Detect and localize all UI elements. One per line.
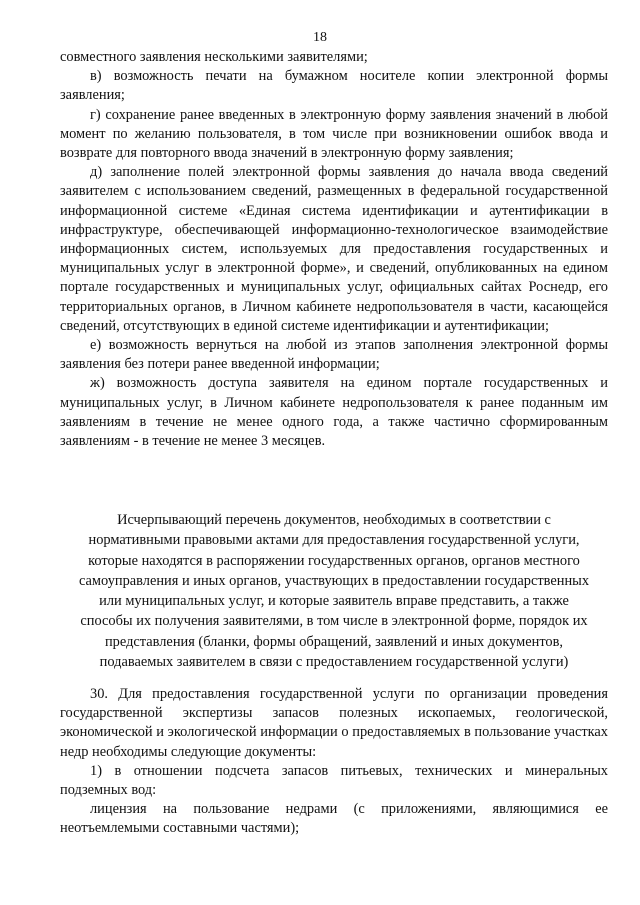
paragraph-license: лицензия на пользование недрами (с приложениями, являющимися ее неотъемлемыми составными частями);: [60, 801, 608, 837]
paragraph-30: 30. Для предоставления государственной услуги по организации проведения государственной экспертизы запасов полезных ископаемых, геологической, экономической и экологической информации о предоставляемых в пользование участках недр необходимы следующие документы:: [60, 686, 608, 760]
heading-line: самоуправления и иных органов, участвующих в предоставлении государственных: [78, 572, 590, 589]
heading-line: или муниципальных услуг, и которые заявитель вправе представить, а также: [99, 593, 569, 610]
paragraph-item-g: г) сохранение ранее введенных в электронную форму заявления значений в любой момент по желанию пользователя, в том числе при возникновении ошибок ввода и возврате для повторного ввода значений в электронную форму заявления;: [60, 106, 608, 162]
paragraph-item-d: д) заполнение полей электронной формы заявления до начала ввода сведений заявителем с использованием сведений, размещенных в федеральной государственной информационной системе «Единая система идентификации и аутентификации в инфраструктуре, обеспечивающей информационно-технологическое взаимодействие информационных систем, используемых для предоставления государственных и муниципальных услуг в электронной форме», и сведений, опубликованных на едином портале государственных и муниципальных услуг, официальных сайтах Роснедр, его территориальных органов, в Личном кабинете недропользователя в части, касающейся сведений, отсутствующих в единой системе идентификации и аутентификации;: [60, 164, 608, 334]
heading-line: Исчерпывающий перечень документов, необходимых в соответствии с: [117, 512, 551, 528]
top-text-block: [60, 48, 608, 451]
heading-line: представления (бланки, формы обращений, заявлений и иных документов,: [104, 633, 564, 650]
section-heading: [60, 510, 608, 672]
paragraph-continuation: совместного заявления несколькими заявителями;: [60, 49, 368, 65]
paragraph-item-1: 1) в отношении подсчета запасов питьевых, технических и минеральных подземных вод:: [60, 762, 608, 799]
paragraph-item-v: в) возможность печати на бумажном носителе копии электронной формы заявления;: [60, 68, 608, 104]
paragraph-item-zh: ж) возможность доступа заявителя на едином портале государственных и муниципальных услуг, в Личном кабинете недропользователя к ранее поданным им заявлениям в течение не менее одного года, а также частично сформированным заявлениям - в течение не менее 3 месяцев.: [60, 375, 608, 450]
bottom-text-block: [60, 685, 608, 839]
heading-line: которые находятся в распоряжении государственных органов, органов местного: [88, 552, 580, 569]
page-number: 18: [313, 30, 327, 45]
heading-line: нормативными правовыми актами для предоставления государственной услуги,: [88, 532, 580, 549]
paragraph-item-e: е) возможность вернуться на любой из этапов заполнения электронной формы заявления без потери ранее введенной информации;: [60, 337, 608, 373]
heading-line: способы их получения заявителями, в том числе в электронной форме, порядок их: [80, 613, 588, 630]
heading-line: подаваемых заявителем в связи с предоставлением государственной услуги): [99, 654, 569, 671]
